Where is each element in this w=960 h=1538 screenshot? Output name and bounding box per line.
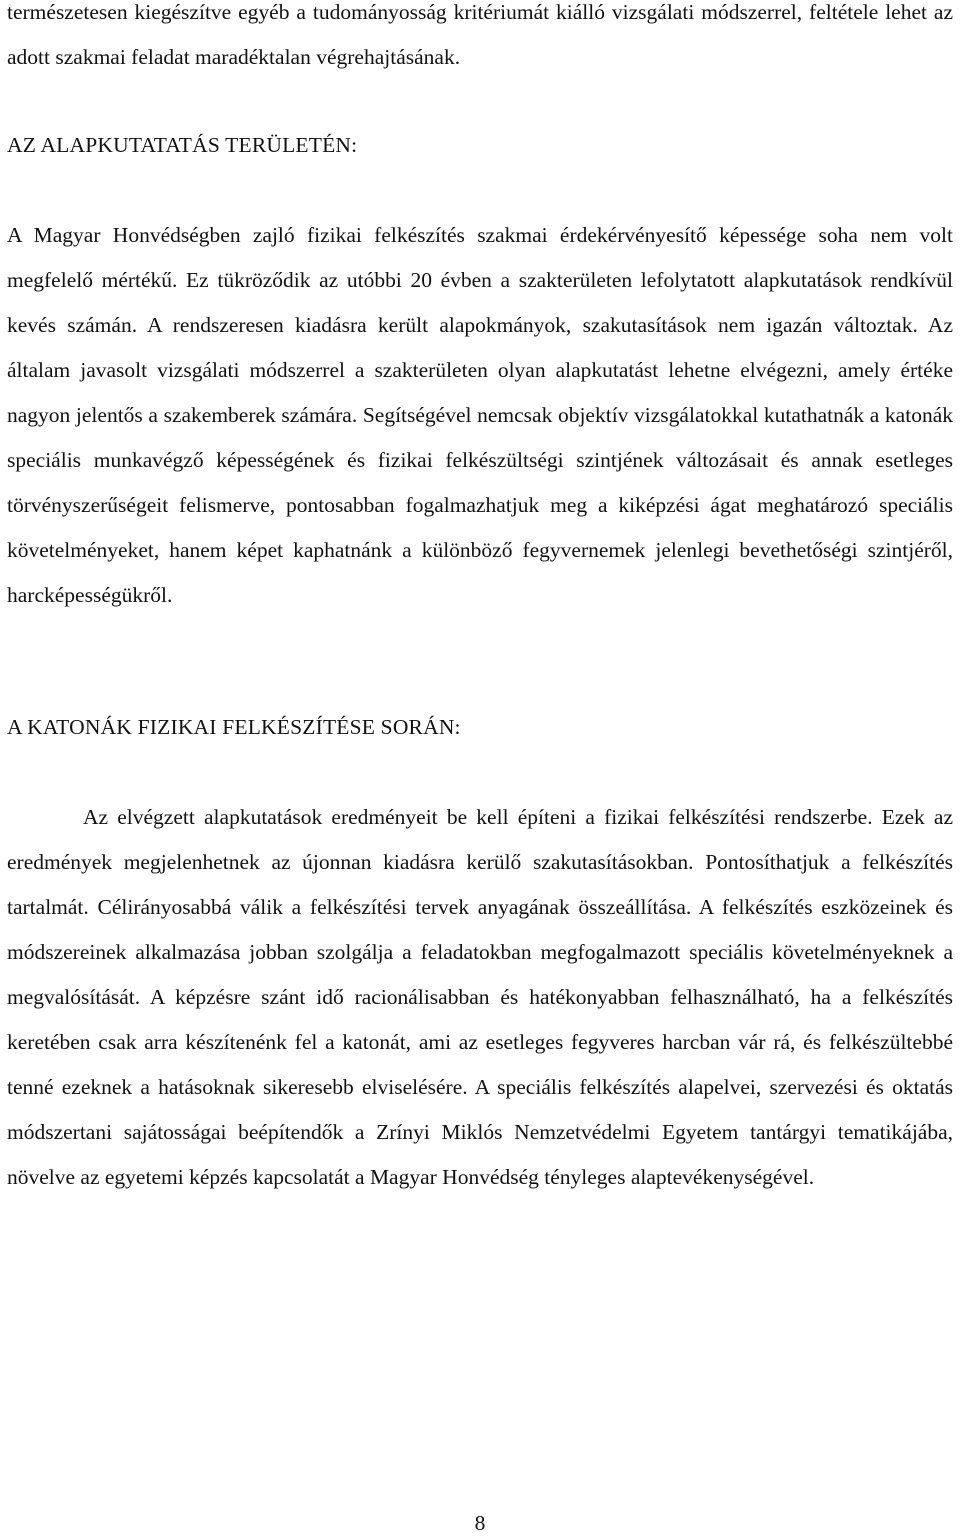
section-heading-fizikai-felkeszites: A KATONÁK FIZIKAI FELKÉSZÍTÉSE SORÁN: (7, 715, 461, 739)
section-heading-alapkutatas: AZ ALAPKUTATATÁS TERÜLETÉN: (7, 133, 358, 157)
page-number: 8 (474, 1511, 486, 1535)
intro-paragraph: természetesen kiegészítve egyéb a tudományosság kritériumát kiálló vizsgálati módszerrel, feltétele lehet az adott szakmai feladat maradéktalan végrehajtásának. (7, 0, 953, 69)
fizikai-felkeszites-paragraph: Az elvégzett alapkutatások eredményeit be kell építeni a fizikai felkészítési rendszerbe. Ezek az eredmények megjelenhetnek az újonnan kiadásra kerülő szakutasításokban. Pontosíthatjuk a felkészítés tartalmát. Célirányosabbá válik a felkészítési tervek anyagának összeállítása. A felkészítés eszközeinek és módszereinek alkalmazása jobban szolgálja a feladatokban megfogalmazott speciális követelményeknek a megvalósítását. A képzésre szánt idő racionálisabban és hatékonyabban felhasználható, ha a felkészítés keretében csak arra készítenénk fel a katonát, ami az esetleges fegyveres harcban vár rá, és felkészültebbé tenné ezeknek a hatásoknak sikeresebb elviselésére. A speciális felkészítés alapelvei, szervezési és oktatás módszertani sajátosságai beépítendők a Zrínyi Miklós Nemzetvédelmi Egyetem tantárgyi tematikájába, növelve az egyetemi képzés kapcsolatát a Magyar Honvédség tényleges alaptevékenységével. (7, 805, 953, 1189)
alapkutatas-paragraph: A Magyar Honvédségben zajló fizikai felkészítés szakmai érdekérvényesítő képessége soha nem volt megfelelő mértékű. Ez tükröződik az utóbbi 20 évben a szakterületen lefolytatott alapkutatások rendkívül kevés számán. A rendszeresen kiadásra került alapokmányok, szakutasítások nem igazán változtak. Az általam javasolt vizsgálati módszerrel a szakterületen olyan alapkutatást lehetne elvégezni, amely értéke nagyon jelentős a szakemberek számára. Segítségével nemcsak objektív vizsgálatokkal kutathatnák a katonák speciális munkavégző képességének és fizikai felkészültségi szintjének változásait és annak esetleges törvényszerűségeit felismerve, pontosabban fogalmazhatjuk meg a kiképzési ágat meghatározó speciális követelményeket, hanem képet kaphatnánk a különböző fegyvernemek jelenlegi bevethetőségi szintjéről, harcképességükről. (7, 223, 953, 607)
